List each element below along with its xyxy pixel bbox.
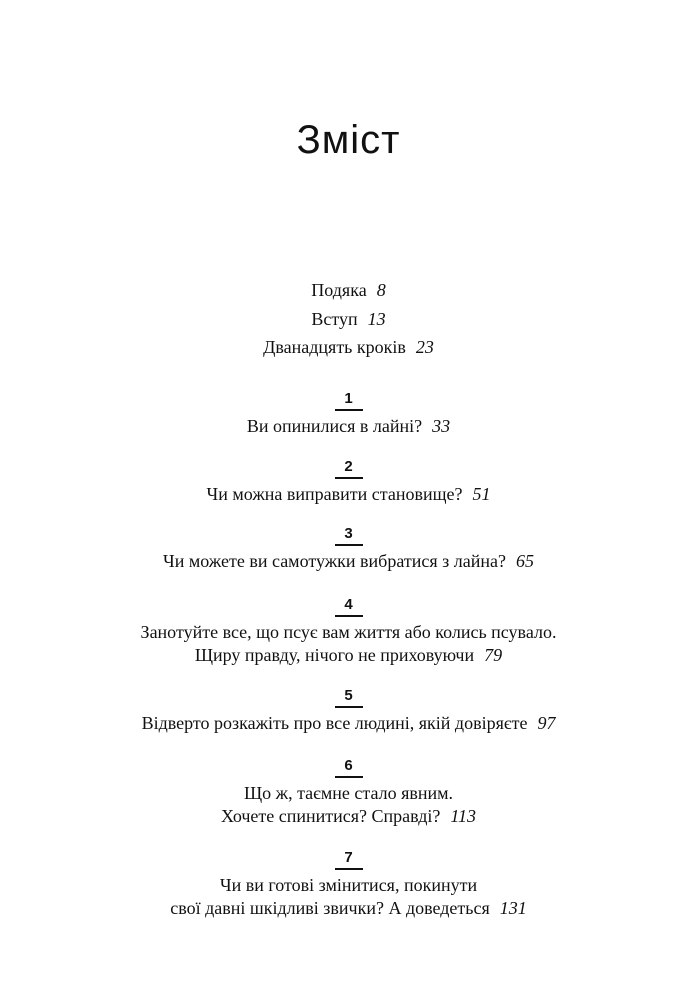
chapter-number: 6 [335, 758, 363, 778]
chapter-title: Ви опинилися в лайні? [246, 416, 423, 436]
chapter-entry-4 [0, 592, 697, 667]
page-number: 79 [484, 645, 503, 665]
chapter-number: 1 [335, 391, 363, 411]
entry-label: Дванадцять кроків [263, 337, 406, 357]
toc-entry-twelve-steps [0, 333, 697, 362]
page-title: Зміст [296, 118, 401, 162]
page-number: 33 [432, 416, 451, 436]
chapter-title-line-1: Чи ви готові змінитися, покинути [219, 875, 478, 895]
chapter-title-line-1: Що ж, таємне стало явним. [243, 783, 454, 803]
toc-entry-acknowledgements [0, 276, 697, 305]
chapter-title: Чи можна виправити становище? [206, 484, 463, 504]
page-number: 131 [499, 898, 527, 918]
chapter-entry-5 [0, 683, 697, 735]
page-number: 97 [537, 713, 556, 733]
chapter-number: 7 [335, 850, 363, 870]
chapter-title-line-1: Занотуйте все, що псує вам життя або колись псувало. [140, 622, 557, 642]
chapter-title-line-2: Щиру правду, нічого не приховуючи [194, 645, 475, 665]
page-number: 65 [515, 551, 534, 571]
chapter-entry-2 [0, 454, 697, 506]
chapter-entry-7 [0, 845, 697, 920]
page-number: 8 [376, 280, 386, 300]
front-matter-list [0, 276, 697, 362]
entry-label: Вступ [311, 308, 358, 329]
page-number: 23 [415, 337, 434, 357]
chapter-entry-3 [0, 521, 697, 573]
chapter-number: 2 [335, 459, 363, 479]
chapter-title: Відверто розкажіть про все людині, якій довіряєте [141, 713, 528, 733]
chapter-title-line-2: свої давні шкідливі звички? А доведеться [170, 898, 490, 918]
chapter-title-line-2: Хочете спинитися? Справді? [220, 806, 441, 826]
page-number: 113 [450, 806, 477, 826]
chapter-title: Чи можете ви самотужки вибратися з лайна? [163, 551, 506, 571]
entry-label: Подяка [311, 280, 367, 300]
toc-entry-introduction [0, 305, 697, 334]
chapter-entry-1 [0, 386, 697, 438]
page-number: 51 [472, 484, 491, 504]
chapter-entry-6 [0, 753, 697, 828]
chapter-number: 3 [335, 526, 363, 546]
chapter-number: 4 [335, 597, 363, 617]
page-number: 13 [367, 308, 386, 329]
chapter-number: 5 [335, 688, 363, 708]
